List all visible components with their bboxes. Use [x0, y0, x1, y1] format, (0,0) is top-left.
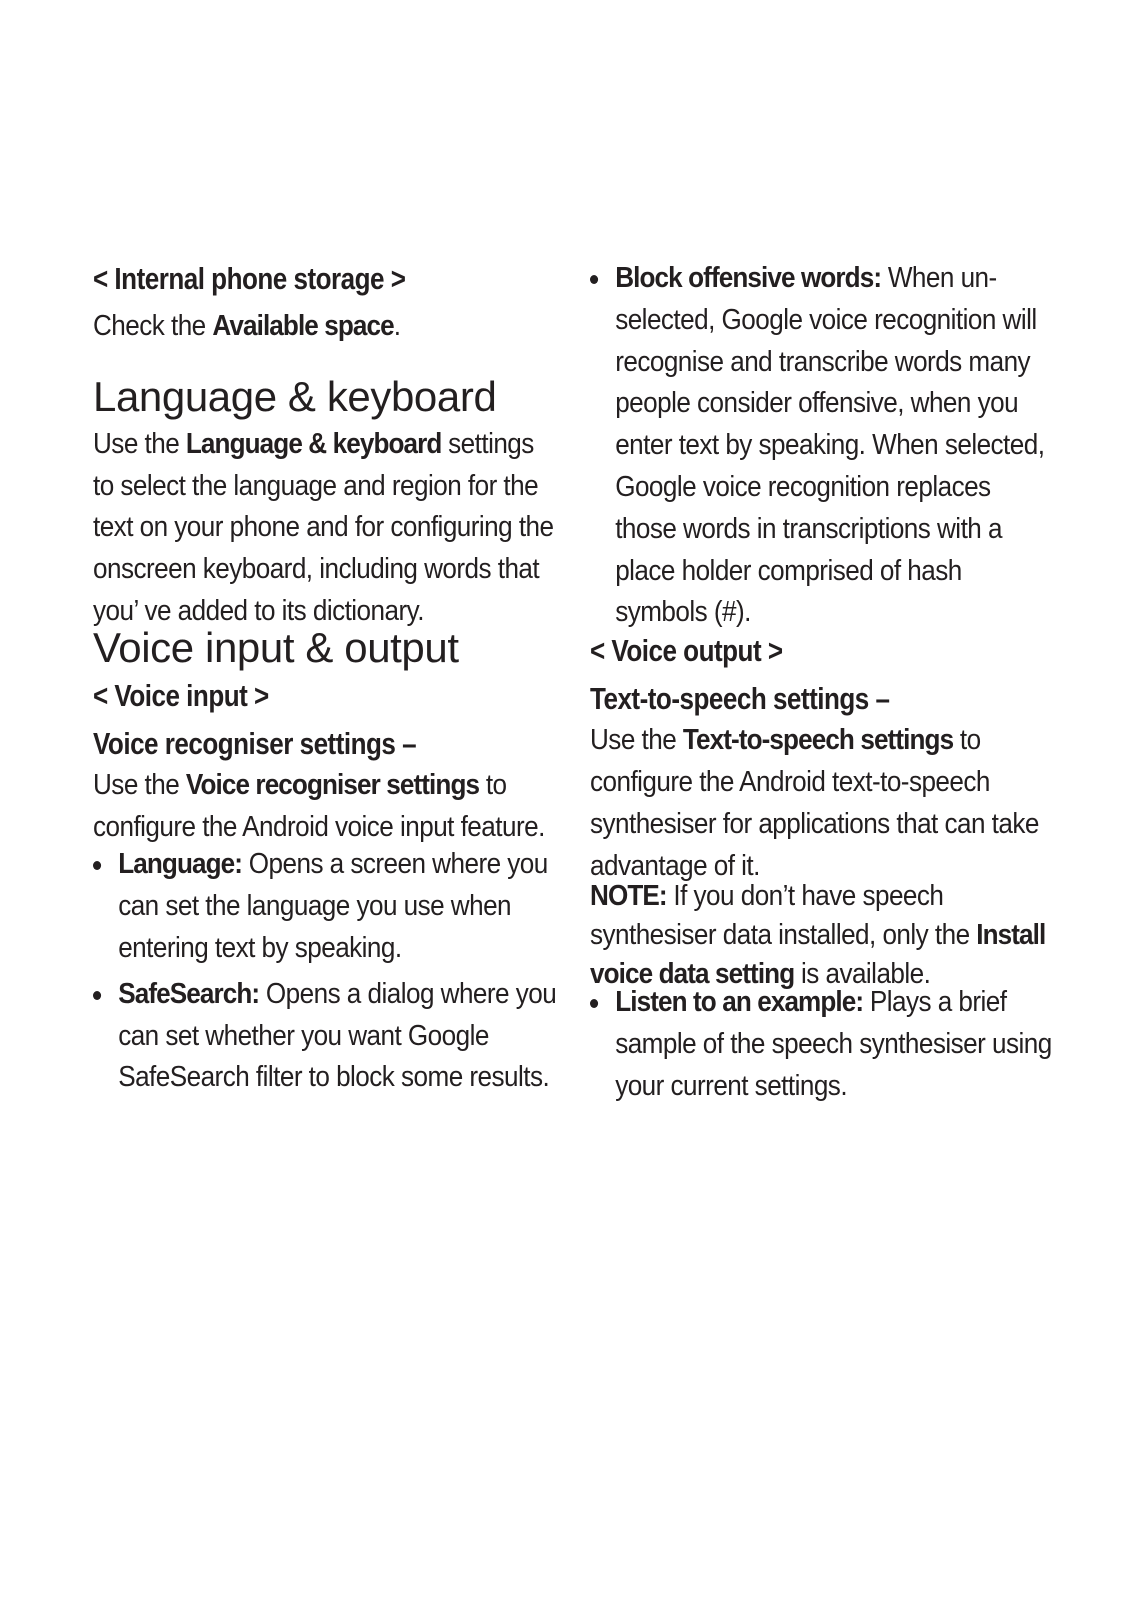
internal-storage-heading: < Internal phone storage >: [93, 261, 406, 296]
bullet-language-text: Opens a screen where you can set the language you use when entering text by speaking.: [118, 848, 548, 964]
voice-input-output-heading: Voice input & output: [93, 623, 459, 671]
note-paragraph: [590, 877, 1058, 994]
voice-output-heading: < Voice output >: [590, 633, 783, 669]
bullet-dot-icon: [93, 861, 101, 870]
tts-para-suffix: to configure the Android text-to-speech synthesiser for applications that can take advantage of it.: [590, 724, 1039, 882]
voice-recogniser-suffix: to configure the Android voice input feature.: [93, 768, 545, 843]
bullet-safesearch-label: SafeSearch:: [118, 977, 260, 1010]
bullet-language-label: Language:: [118, 848, 243, 881]
voice-input-bullet-list: [93, 844, 561, 1099]
bullet-listen-example: [590, 982, 1058, 1107]
language-keyboard-paragraph: [93, 424, 561, 633]
bullet-dot-icon: [590, 999, 598, 1008]
language-para-prefix: Use the: [93, 427, 186, 460]
tts-paragraph: [590, 720, 1058, 887]
note-bold: Install voice data setting: [590, 919, 1046, 991]
note-suffix: is available.: [794, 958, 931, 991]
bullet-block-offensive-text: When un-selected, Google voice recognition will recognise and transcribe words many people consider offensive, when you enter text by speaking. When selected, Google voice recognition replaces those words in transcriptions with a place holder comprised of hash symbols (#).: [615, 262, 1045, 629]
bullet-block-offensive: [590, 258, 1058, 634]
available-space-prefix: Check the: [93, 310, 213, 342]
bullet-listen-text: Plays a brief sample of the speech synthesiser using your current settings.: [615, 986, 1052, 1102]
bullet-block-offensive-label: Block offensive words:: [615, 262, 882, 294]
available-space-line: [93, 306, 561, 348]
language-keyboard-heading: Language & keyboard: [93, 372, 497, 420]
language-para-suffix: settings to select the language and region for the text on your phone and for configuring the onscreen keyboard, including words that you’ ve added to its dictionary.: [93, 427, 554, 627]
available-space-suffix: .: [393, 310, 401, 342]
language-para-bold: Language & keyboard: [185, 427, 442, 460]
bullet-dot-icon: [590, 275, 598, 284]
tts-para-bold: Text-to-speech settings: [682, 724, 954, 757]
right-column: [590, 258, 1060, 1108]
block-offensive-bullet-list: [590, 258, 1058, 634]
voice-recogniser-settings-title: Voice recogniser settings –: [93, 725, 417, 761]
bullet-dot-icon: [93, 991, 101, 1000]
voice-input-heading: < Voice input >: [93, 677, 269, 713]
listen-bullet-list: [590, 982, 1058, 1107]
note-text: If you don’t have speech synthesiser data installed, only the: [590, 880, 977, 952]
bullet-language: [93, 844, 561, 969]
left-column: [93, 258, 563, 1099]
voice-recogniser-prefix: Use the: [93, 768, 186, 801]
voice-recogniser-bold: Voice recogniser settings: [185, 768, 480, 801]
bullet-safesearch-text: Opens a dialog where you can set whether you want Google SafeSearch filter to block some results.: [118, 977, 557, 1094]
note-label: NOTE:: [590, 880, 667, 913]
bullet-listen-label: Listen to an example:: [615, 986, 864, 1019]
voice-recogniser-paragraph: [93, 765, 561, 849]
bullet-safesearch: [93, 974, 561, 1099]
tts-para-prefix: Use the: [590, 724, 683, 757]
available-space-bold: Available space: [212, 310, 394, 342]
tts-settings-title: Text-to-speech settings –: [590, 681, 890, 717]
